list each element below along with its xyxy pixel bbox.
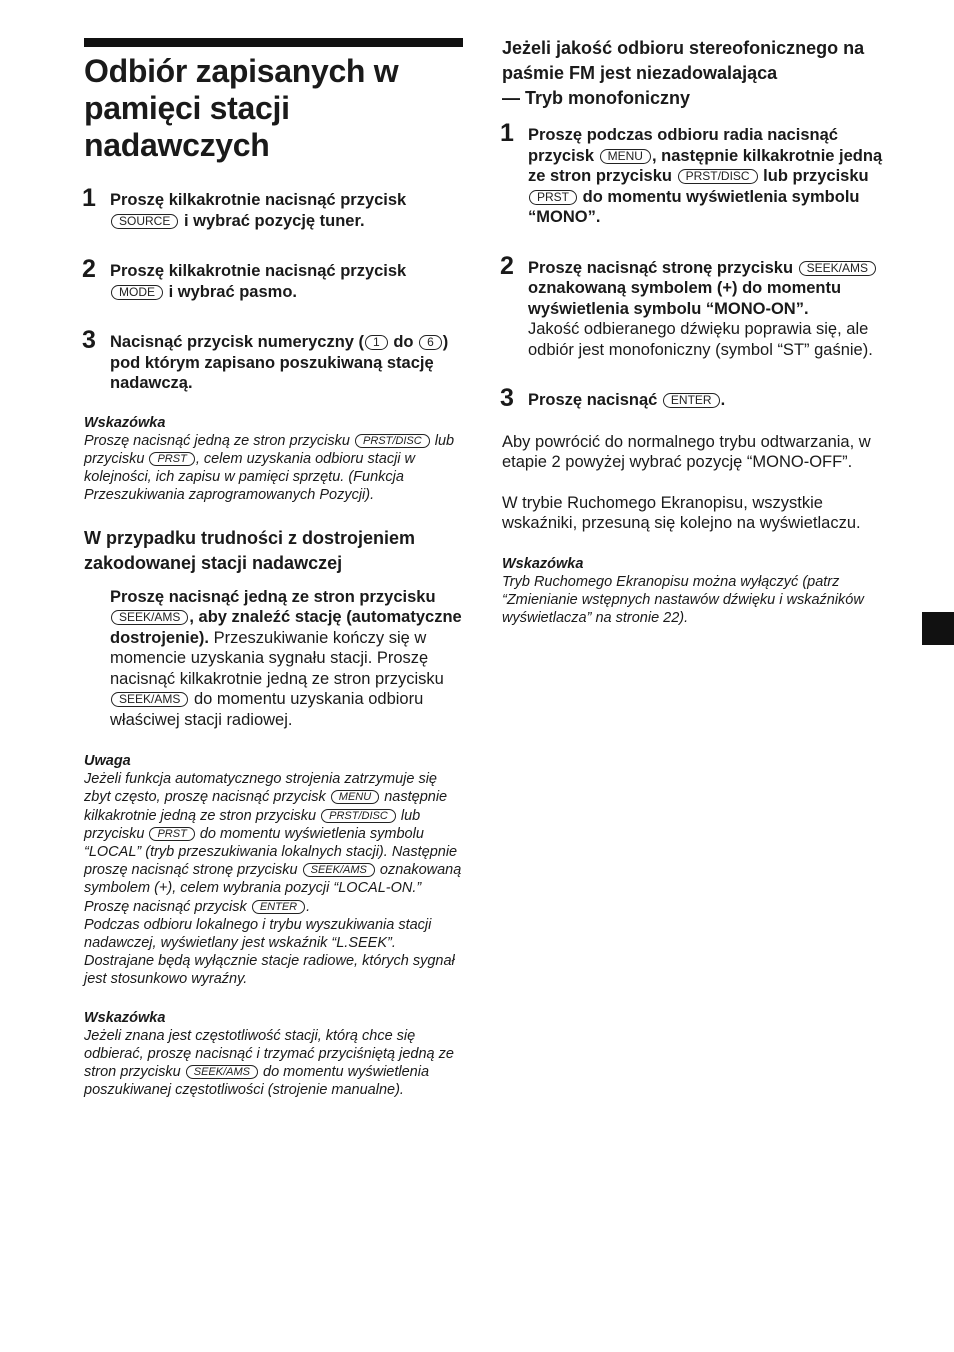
prst-disc-key: PRST/DISC — [678, 169, 758, 184]
enter-key: ENTER — [252, 900, 305, 914]
step-text: do momentu wyświetlenia symbolu “MONO”. — [528, 187, 860, 226]
note-heading: Uwaga — [84, 753, 131, 770]
step-text: Proszę kilkakrotnie nacisnąć przycisk — [110, 191, 407, 209]
note-text: oznakowaną symbolem (+), celem wybrania pozycji “LOCAL-ON.” Proszę nacisnąć przycisk — [84, 862, 462, 915]
step-number: 3 — [500, 384, 514, 412]
step-text: . — [720, 391, 726, 409]
step-text: Proszę nacisnąć stronę przycisku — [528, 258, 794, 277]
step-text: i wybrać pozycję tuner. — [183, 211, 365, 230]
step-text: , aby znaleźć stację (automatyczne dostrojenie). — [110, 608, 462, 647]
seek-ams-key: SEEK/AMS — [111, 692, 188, 707]
right-column — [502, 36, 887, 627]
seek-ams-key: SEEK/AMS — [303, 863, 375, 877]
caution-note — [84, 752, 464, 989]
step-number: 2 — [82, 255, 96, 283]
note-text: do momentu wyświetlenia symbolu “LOCAL” (tryb przeszukiwania lokalnych stacji). Następnie proszę nacisnąć stronę przycisku — [84, 825, 458, 879]
step-text: Proszę nacisnąć jedną ze stron przycisku — [110, 587, 436, 606]
mono-step-2 — [500, 251, 887, 361]
step-number: 1 — [500, 119, 514, 147]
note-text: lub przycisku — [84, 807, 421, 842]
left-column — [84, 38, 464, 1100]
step-text: do — [393, 333, 414, 351]
step-body: Jakość odbieranego dźwięku poprawia się, ale odbiór jest monofoniczny (symbol “ST” gaśnie). — [528, 320, 873, 359]
seek-ams-key: SEEK/AMS — [111, 610, 188, 625]
note-text: Proszę nacisnąć jedną ze stron przycisku — [84, 432, 350, 449]
seek-ams-key: SEEK/AMS — [799, 261, 876, 276]
note-text: Jeżeli znana jest częstotliwość stacji, którą chce się odbierać, proszę nacisnąć i trzymać przyciśniętą jedną ze stron przycisku — [84, 1027, 454, 1081]
seek-ams-key: SEEK/AMS — [186, 1065, 258, 1079]
tip-note — [84, 414, 464, 505]
note-text: lub przycisku — [84, 432, 455, 467]
seek-instructions — [84, 587, 464, 731]
prst-key: PRST — [149, 827, 194, 841]
note-text: następnie kilkakrotnie jedną ze stron przycisku — [84, 789, 448, 824]
step-number: 1 — [82, 184, 96, 212]
note-heading: Wskazówka — [84, 414, 166, 431]
step-number: 2 — [500, 251, 514, 280]
prst-disc-key: PRST/DISC — [321, 809, 396, 823]
mono-step-1 — [500, 119, 887, 228]
step-text: Nacisnąć przycisk numeryczny ( — [110, 333, 365, 351]
mono-step-3 — [500, 384, 887, 412]
enter-key: ENTER — [663, 393, 720, 408]
prst-key: PRST — [529, 190, 577, 205]
step-text: ) pod którym zapisano poszukiwaną stację nadawczą. — [110, 333, 449, 392]
prst-disc-key: PRST/DISC — [355, 434, 430, 448]
step-text: Proszę podczas odbioru radia nacisnąć przycisk — [528, 126, 838, 165]
title-rule — [84, 38, 463, 47]
step-body: Przeszukiwanie kończy się w momencie uzyskania sygnału stacji. Proszę nacisnąć kilkakrotnie jedną ze stron przycisku — [110, 628, 444, 688]
note-paragraph: Podczas odbioru lokalnego i trybu wyszukiwania stacji nadawczej, wyświetlany jest wskaźnik “L.SEEK”. — [84, 916, 432, 952]
step-text: Proszę kilkakrotnie nacisnąć przycisk — [110, 262, 407, 280]
source-key: SOURCE — [111, 214, 178, 229]
tip-note-2 — [84, 1009, 464, 1100]
menu-key: MENU — [331, 790, 379, 804]
step-text: i wybrać pasmo. — [168, 282, 297, 301]
step-number: 3 — [82, 326, 96, 354]
note-heading: Wskazówka — [502, 555, 584, 572]
note-text: . — [306, 898, 311, 915]
section-subheading: W przypadku trudności z dostrojeniem zakodowanej stacji nadawczej — [84, 527, 416, 573]
mono-heading: Jeżeli jakość odbioru stereofonicznego na paśmie FM jest niezadowalająca — [502, 38, 865, 83]
scroll-paragraph: W trybie Ruchomego Ekranopisu, wszystkie wskaźniki, przesuną się kolejno na wyświetlaczu. — [502, 493, 861, 532]
step-3 — [82, 326, 464, 394]
note-heading: Wskazówka — [84, 1009, 166, 1026]
menu-key: MENU — [600, 149, 651, 164]
step-text: Proszę nacisnąć — [528, 391, 658, 409]
step-body: do momentu uzyskania odbioru właściwej stacji radiowej. — [110, 690, 424, 729]
note-text: Jeżeli funkcja automatycznego strojenia zatrzymuje się zbyt często, proszę nacisnąć przycisk — [84, 771, 437, 806]
step-text: lub przycisku — [763, 167, 869, 185]
note-text: , celem uzyskania odbioru stacji w kolejności, ich zapisu w pamięci sprzętu. (Funkcja Przeszukiwania zaprogramowanych Pozycji). — [84, 450, 416, 504]
page-title: Odbiór zapisanych w pamięci stacji nadawczych — [84, 53, 399, 163]
number-key-1: 1 — [365, 335, 388, 350]
mono-off-paragraph: Aby powrócić do normalnego trybu odtwarzania, w etapie 2 powyżej wybrać pozycję “MONO-OFF”. — [502, 432, 871, 471]
step-2 — [82, 255, 464, 302]
step-text: , następnie kilkakrotnie jedną ze stron przycisku — [528, 146, 883, 185]
note-paragraph: Dostrajane będą wyłącznie stacje radiowe, których sygnał jest stosunkowo wyraźny. — [84, 953, 455, 988]
prst-key: PRST — [149, 452, 194, 466]
number-key-6: 6 — [419, 335, 442, 350]
step-1 — [82, 184, 464, 231]
mode-key: MODE — [111, 285, 163, 300]
section-tab-marker — [922, 612, 954, 645]
step-text: oznakowaną symbolem (+) do momentu wyświetlenia symbolu “MONO-ON”. — [528, 279, 842, 318]
note-text: Tryb Ruchomego Ekranopisu można wyłączyć (patrz “Zmienianie wstępnych nastawów dźwięku i wskaźników wyświetlacza” na stronie 22). — [502, 573, 864, 627]
tip-note-3 — [502, 555, 887, 628]
note-text: do momentu wyświetlenia poszukiwanej częstotliwości (strojenie manualne). — [84, 1064, 430, 1099]
mono-subheading: — Tryb monofoniczny — [502, 88, 691, 108]
